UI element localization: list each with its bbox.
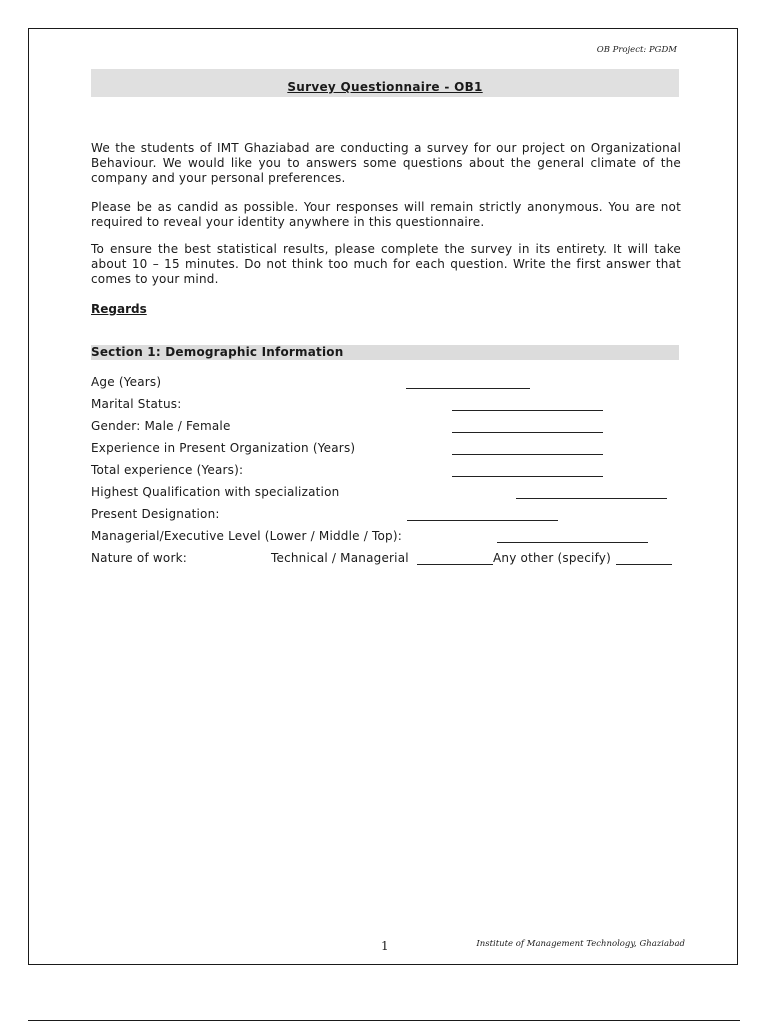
- field-label-managerial-level: Managerial/Executive Level (Lower / Middle / Top):: [91, 529, 402, 543]
- age-blank[interactable]: [406, 388, 530, 389]
- technical-managerial-blank[interactable]: [417, 564, 493, 565]
- field-label-designation: Present Designation:: [91, 507, 220, 521]
- field-label-experience-present: Experience in Present Organization (Years): [91, 441, 356, 455]
- next-page-border: [28, 1020, 740, 1021]
- managerial-level-blank[interactable]: [497, 542, 648, 543]
- anonymity-paragraph: Please be as candid as possible. Your responses will remain strictly anonymous. You are not required to reveal your identity anywhere in this questionnaire.: [91, 200, 681, 229]
- title-bar: [91, 69, 679, 97]
- nature-option-technical-managerial: Technical / Managerial: [271, 551, 409, 565]
- field-label-total-experience: Total experience (Years):: [91, 463, 244, 477]
- document-page: [28, 28, 738, 965]
- page-number: 1: [381, 939, 389, 953]
- section-header-bar: [91, 345, 679, 360]
- field-label-marital-status: Marital Status:: [91, 397, 182, 411]
- total-experience-blank[interactable]: [452, 476, 603, 477]
- regards-label: Regards: [91, 302, 147, 316]
- gender-blank[interactable]: [452, 432, 603, 433]
- field-label-nature-of-work: Nature of work:: [91, 551, 187, 565]
- field-label-qualification: Highest Qualification with specialization: [91, 485, 340, 499]
- field-label-age: Age (Years): [91, 375, 162, 389]
- marital-status-blank[interactable]: [452, 410, 603, 411]
- section-title: Section 1: Demographic Information: [91, 345, 344, 359]
- designation-blank[interactable]: [407, 520, 558, 521]
- any-other-blank[interactable]: [616, 564, 672, 565]
- page-title: Survey Questionnaire - OB1: [287, 80, 483, 94]
- instructions-paragraph: To ensure the best statistical results, please complete the survey in its entirety. It will take about 10 – 15 minutes. Do not think too much for each question. Write the first answer that comes to your mind.: [91, 242, 681, 286]
- header-project-label: OB Project: PGDM: [596, 45, 677, 55]
- field-label-gender: Gender: Male / Female: [91, 419, 231, 433]
- nature-option-any-other: Any other (specify): [493, 551, 611, 565]
- qualification-blank[interactable]: [516, 498, 667, 499]
- experience-present-blank[interactable]: [452, 454, 603, 455]
- footer-institute: Institute of Management Technology, Ghaziabad: [476, 939, 685, 949]
- intro-paragraph: We the students of IMT Ghaziabad are conducting a survey for our project on Organizational Behaviour. We would like you to answers some questions about the general climate of the company and your personal preferences.: [91, 141, 681, 185]
